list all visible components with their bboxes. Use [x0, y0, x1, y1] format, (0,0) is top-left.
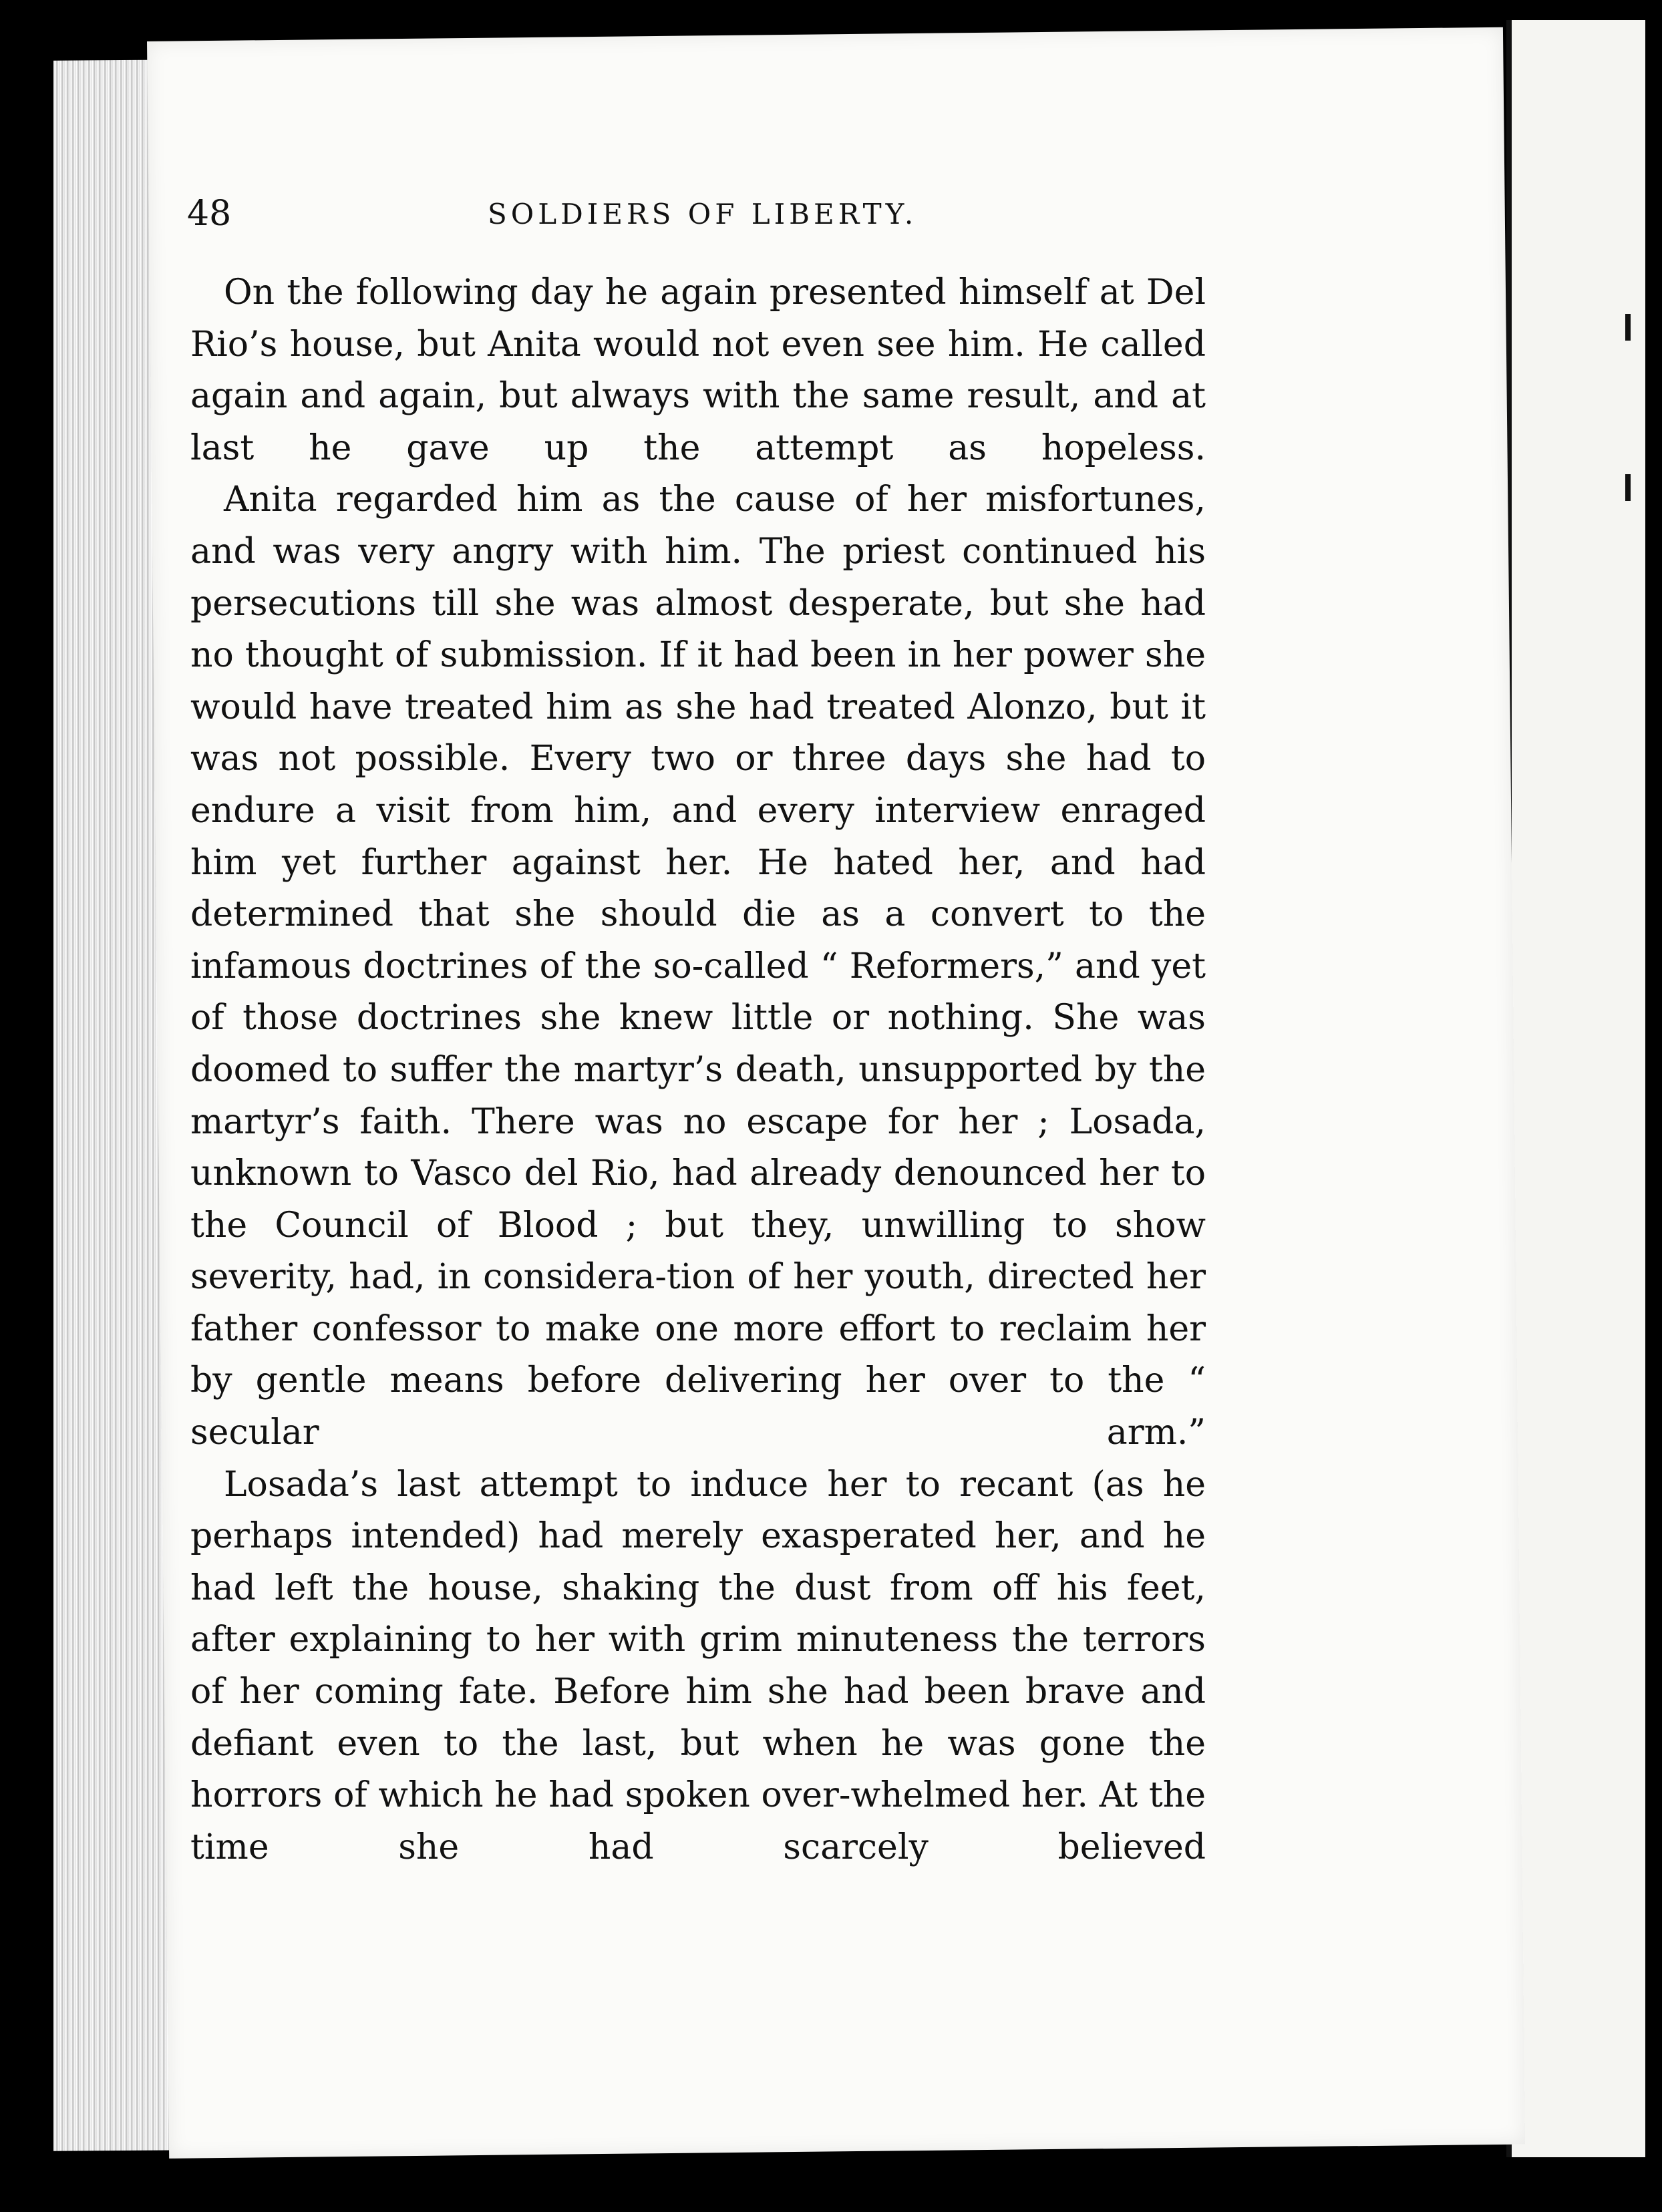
paragraph: Losada’s last attempt to induce her to recant (as he perhaps intended) had merely exasperated her, and he had left the house, shaking the dust from off his feet, after explaining to her with grim minuteness the terrors of her coming fate. Before him she had been brave and defiant even to the last, but when he was gone the horrors of which he had spoken over-whelmed her. At the time she had scarcely believed [190, 1464, 1206, 1867]
facing-page-edge [1506, 20, 1645, 2157]
facing-page-mark [1625, 474, 1631, 501]
facing-page-mark [1625, 314, 1631, 341]
running-title: SOLDIERS OF LIBERTY. [488, 198, 918, 230]
paragraph: On the following day he again presented himself at Del Rio’s house, but Anita would not even see him. He called again and again, but always with the same result, and at last he gave up the attempt as hopeless. [190, 272, 1206, 468]
body-text [190, 267, 1206, 1873]
paragraph: Anita regarded him as the cause of her misfortunes, and was very angry with him. The priest continued his persecutions till she was almost desperate, but she had no thought of submission. If it had been in her power she would have treated him as she had treated Alonzo, but it was not possible. Every two or three days she had to endure a visit from him, and every interview enraged him yet further against her. He hated her, and had determined that she should die as a convert to the infamous doctrines of the so-called “ Reformers,” and yet of those doctrines she knew little or nothing. She was doomed to suffer the martyr’s death, unsupported by the martyr’s faith. There was no escape for her ; Losada, unknown to Vasco del Rio, had already denounced her to the Council of Blood ; but they, unwilling to show severity, had, in considera-tion of her youth, directed her father confessor to make one more effort to reclaim her by gentle means before delivering her over to the “ secular arm.” [190, 480, 1206, 1453]
page-header [187, 194, 1229, 254]
page-number: 48 [187, 194, 232, 234]
